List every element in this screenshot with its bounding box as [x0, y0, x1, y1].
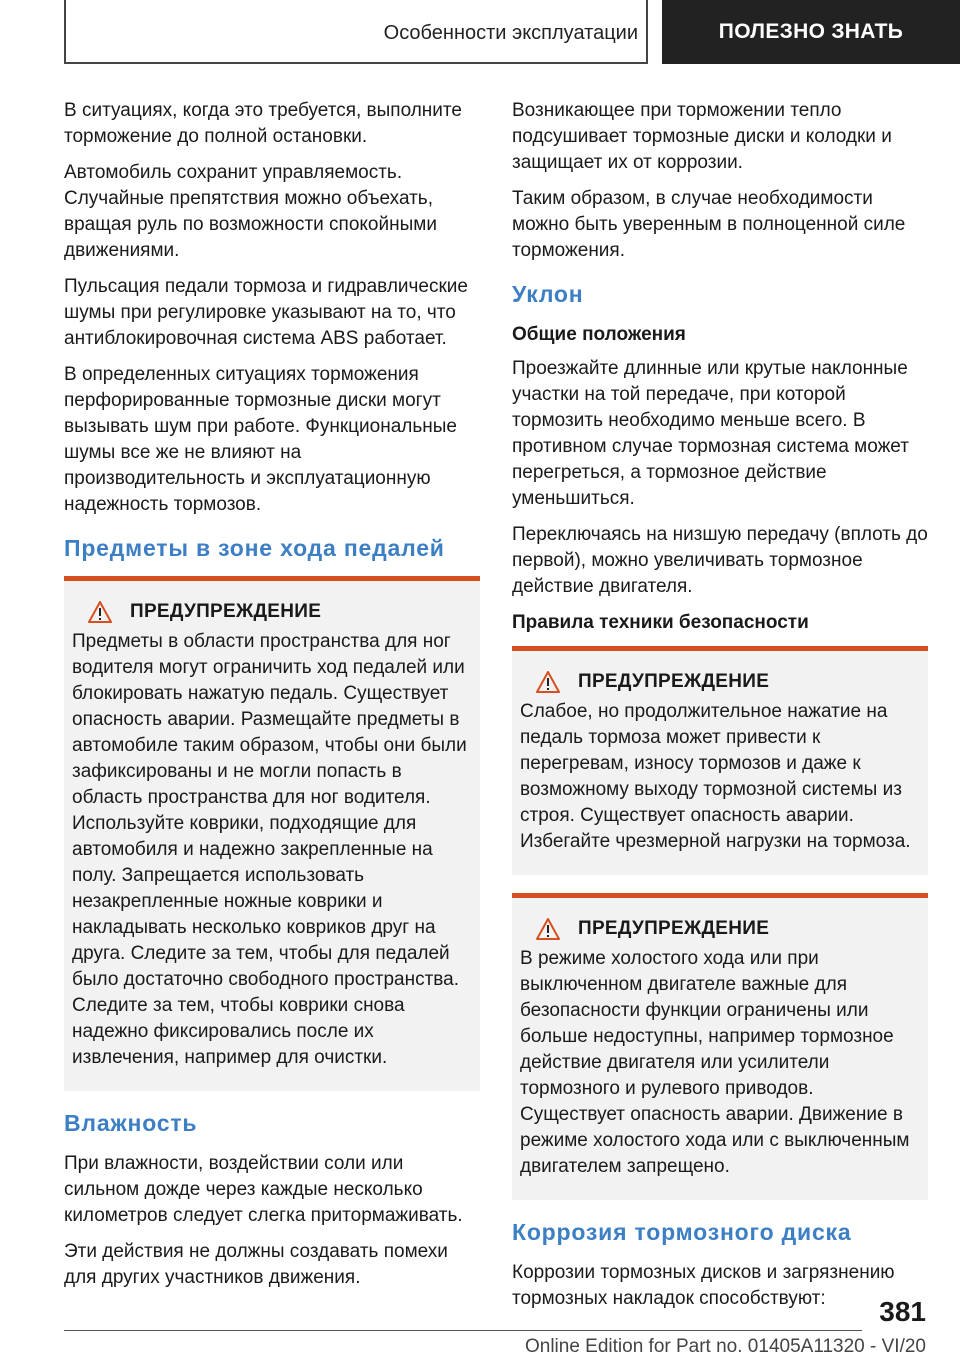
warning-text: Слабое, но продолжительное нажатие на педаль тормоза может привести к перегревам, износу тормозов и даже к возможному выходу тормозной системы из строя. Существует опасность аварии. Избегайте чрезмерной нагрузки на тормоза.	[520, 701, 911, 852]
footer-edition: Online Edition for Part no. 01405A11320 - VI/20	[524, 1336, 926, 1357]
warning-triangle-icon	[536, 671, 560, 693]
paragraph: Пульсация педали тормоза и гидравлические шумы при регулировке указывают на то, что антиблокировочная система ABS работает.	[64, 276, 468, 349]
warning-title: ПРЕДУПРЕЖДЕНИЕ	[578, 671, 770, 692]
section-title: Особенности эксплуатации	[383, 22, 638, 44]
page-number: 381	[879, 1296, 926, 1327]
warning-title: ПРЕДУПРЕЖДЕНИЕ	[578, 918, 770, 939]
paragraph: Переключаясь на низшую передачу (вплоть до первой), можно увеличивать тормозное действие двигателя.	[512, 524, 928, 597]
right-column	[512, 98, 928, 1322]
warning-text: Предметы в области пространства для ног водителя могут ограничить ход педалей или блокировать нажатую педаль. Существует опасность аварии. Размещайте предметы в автомобиле таким образом, чтобы они были зафиксированы и не могли попасть в область пространства для ног водителя. Используйте коврики, подходящие для автомобиля и надежно закрепленные на полу. Запрещается использовать незакрепленные ножные коврики и накладывать несколько ковриков друг на друга. Следите за тем, чтобы для педалей было достаточно свободного пространства. Следите за тем, чтобы коврики снова надежно фиксировались после их извлечения, например для очистки.	[72, 631, 467, 1068]
warning-box	[512, 893, 928, 1200]
paragraph: При влажности, воздействии соли или сильном дожде через каждые несколько километров следует слегка притормаживать.	[64, 1153, 463, 1226]
footer-divider	[64, 1330, 862, 1331]
paragraph: Проезжайте длинные или крутые наклонные участки на той передаче, при которой тормозить необходимо меньше всего. В противном случае тормозная система может перегреться, а тормозное действие уменьшиться.	[512, 358, 909, 509]
paragraph: В определенных ситуациях торможения перфорированные тормозные диски могут вызывать шум при работе. Функциональные шумы все же не влияют на производительность и эксплуатационную надежность тормозов.	[64, 364, 457, 515]
warning-triangle-icon	[88, 601, 112, 623]
warning-title: ПРЕДУПРЕЖДЕНИЕ	[130, 601, 322, 622]
heading-corrosion: Коррозия тормозного диска	[512, 1219, 852, 1245]
paragraph: В ситуациях, когда это требуется, выполните торможение до полной остановки.	[64, 100, 462, 147]
warning-box	[512, 646, 928, 875]
paragraph: Таким образом, в случае необходимости можно быть уверенным в полноценной силе торможения.	[512, 188, 906, 261]
paragraph: Автомобиль сохранит управляемость. Случайные препятствия можно объехать, вращая руль по возможности спокойными движениями.	[64, 162, 437, 261]
left-column	[64, 98, 480, 1301]
chapter-tab[interactable]: ПОЛЕЗНО ЗНАТЬ	[662, 0, 960, 64]
paragraph: Коррозии тормозных дисков и загрязнению тормозных накладок способствуют:	[512, 1262, 895, 1309]
warning-triangle-icon	[536, 918, 560, 940]
heading-pedals: Предметы в зоне хода педалей	[64, 535, 445, 561]
warning-text: В режиме холостого хода или при выключенном двигателе важные для безопасности функции ограничены или больше недоступны, например тормозное действие двигателя или усилители тормозного и рулевого приводов. Существует опасность аварии. Движение в режиме холостого хода или с выключенным двигателем запрещено.	[520, 948, 910, 1177]
heading-slope: Уклон	[512, 281, 584, 307]
subheading-general: Общие положения	[512, 324, 686, 345]
paragraph: Эти действия не должны создавать помехи для других участников движения.	[64, 1241, 448, 1288]
warning-box	[64, 576, 480, 1091]
heading-moisture: Влажность	[64, 1110, 198, 1136]
paragraph: Возникающее при торможении тепло подсушивает тормозные диски и колодки и защищает их от коррозии.	[512, 100, 892, 173]
subheading-safety: Правила техники безопасности	[512, 612, 809, 633]
